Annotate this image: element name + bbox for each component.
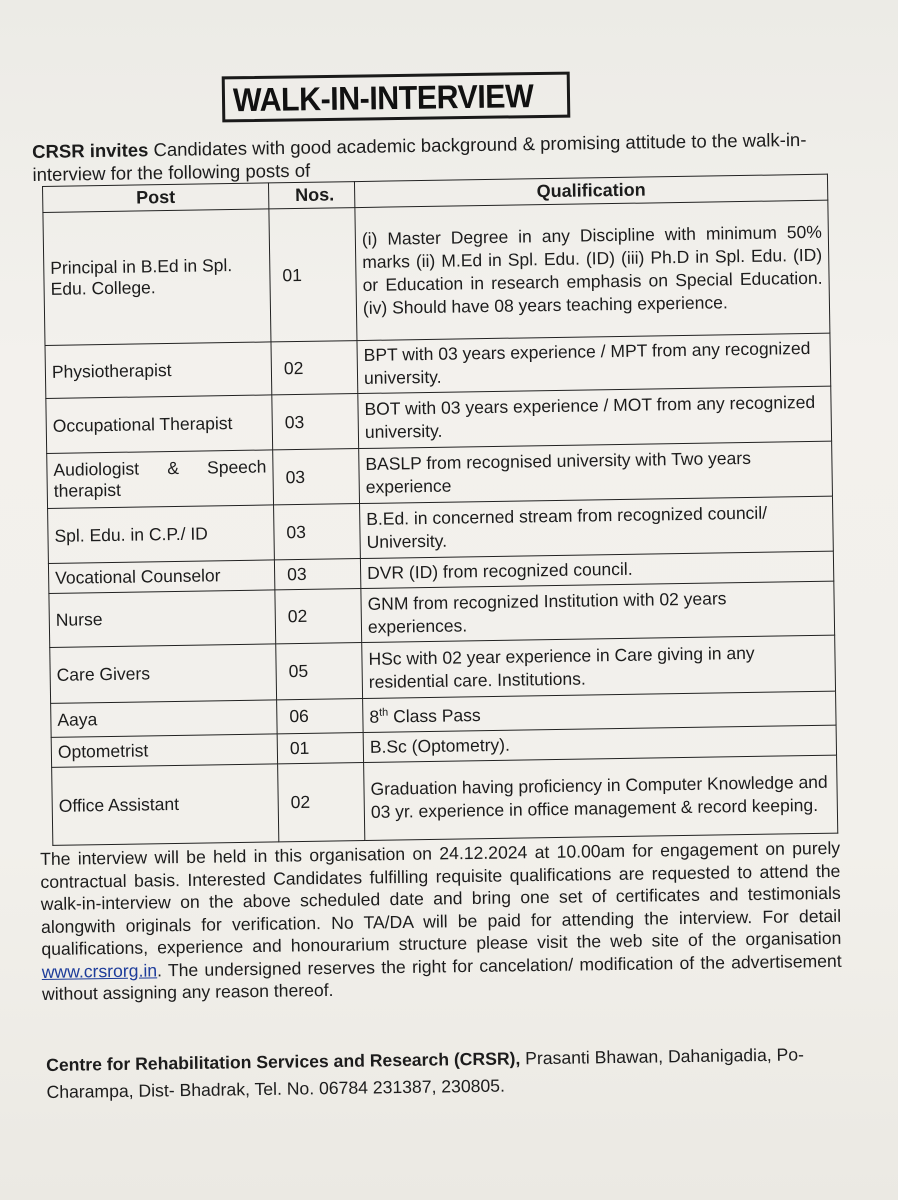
nos-cell: 02	[271, 341, 358, 395]
post-cell: Optometrist	[51, 734, 277, 768]
post-cell: Nurse	[49, 590, 276, 648]
intro-text: Candidates with good academic background & promising attitude to the walk-in-interview for the following posts of	[32, 128, 807, 185]
table-row	[52, 755, 838, 845]
footer-text-after: . The undersigned reserves the right for cancelation/ modification of the advertisement without assigning any reason thereof.	[41, 950, 842, 1004]
footer-paragraph	[40, 837, 842, 1006]
nos-cell: 02	[278, 762, 365, 841]
nos-cell: 01	[269, 208, 357, 342]
post-cell: Vocational Counselor	[48, 560, 274, 594]
address-block	[46, 1041, 837, 1106]
post-cell: Principal in B.Ed in Spl. Edu. College.	[43, 209, 271, 346]
post-cell: Occupational Therapist	[46, 395, 273, 454]
header-nos: Nos.	[268, 182, 354, 209]
qualification-cell: BOT with 03 years experience / MOT from any recognized university.	[358, 386, 832, 448]
post-cell: Audiologist & Speech therapist	[47, 450, 274, 509]
qualification-cell: BPT with 03 years experience / MPT from any recognized university.	[357, 333, 831, 393]
qualification-cell: DVR (ID) from recognized council.	[360, 551, 833, 588]
intro-org: CRSR invites	[32, 139, 149, 162]
header-qualification: Qualification	[354, 174, 827, 207]
website-link[interactable]: www.crsrorg.in	[41, 959, 158, 982]
nos-cell: 02	[275, 589, 362, 644]
address-details: Prasanti Bhawan, Dahanigadia, Po- Charampa, Dist- Bhadrak, Tel. No. 06784 231387, 230805.	[46, 1044, 805, 1102]
nos-cell: 06	[277, 699, 364, 734]
post-cell: Physiotherapist	[45, 342, 272, 399]
nos-cell: 05	[276, 643, 363, 700]
qualification-cell: B.Sc (Optometry).	[363, 725, 836, 762]
qualification-class-text: Class Pass	[388, 705, 481, 727]
post-cell: Spl. Edu. in C.P./ ID	[48, 505, 275, 564]
nos-cell: 03	[274, 504, 361, 560]
qualification-cell: B.Ed. in concerned stream from recognized council/ University.	[360, 496, 834, 558]
page-title: WALK-IN-INTERVIEW	[232, 77, 534, 119]
post-cell: Aaya	[51, 700, 278, 737]
nos-cell: 03	[273, 449, 360, 505]
footer-text-before: The interview will be held in this organisation on 24.12.2024 at 10.00am for engagement on purely contractual basis. Interested Candidates fulfilling requisite qualifications are requested to attend the walk-in-interview on the above scheduled date and bring one set of certificates and testimonials alongwith originals for verification. No TA/DA will be paid for attending the interview. For detail qualifications, experience and honourarium structure please visit the web site of the organisation	[40, 837, 842, 959]
header-post: Post	[43, 183, 269, 213]
posts-table	[42, 174, 838, 846]
qualification-cell: HSc with 02 year experience in Care giving in any residential care. Institutions.	[362, 635, 836, 698]
table-row	[43, 200, 830, 345]
title-box	[222, 72, 571, 123]
qualification-cell: Graduation having proficiency in Computer Knowledge and 03 yr. experience in office management & record keeping.	[364, 755, 838, 840]
qualification-class-number: 8	[369, 706, 380, 727]
org-name: Centre for Rehabilitation Services and Research (CRSR),	[46, 1048, 521, 1075]
nos-cell: 03	[272, 394, 359, 450]
nos-cell: 01	[277, 732, 363, 763]
qualification-cell: (i) Master Degree in any Discipline with minimum 50% marks (ii) M.Ed in Spl. Edu. (ID) (iii) Ph.D in Spl. Edu. (ID) or Education in research emphasis on Special Education. (iv) Should have 08 years teaching experience.	[355, 200, 830, 340]
post-cell: Care Givers	[50, 644, 277, 704]
nos-cell: 03	[274, 559, 360, 590]
qualification-class-suffix: th	[378, 706, 389, 719]
qualification-cell: BASLP from recognised university with Two years experience	[359, 441, 833, 503]
post-cell: Office Assistant	[52, 764, 279, 846]
qualification-cell: GNM from recognized Institution with 02 years experiences.	[361, 581, 835, 642]
